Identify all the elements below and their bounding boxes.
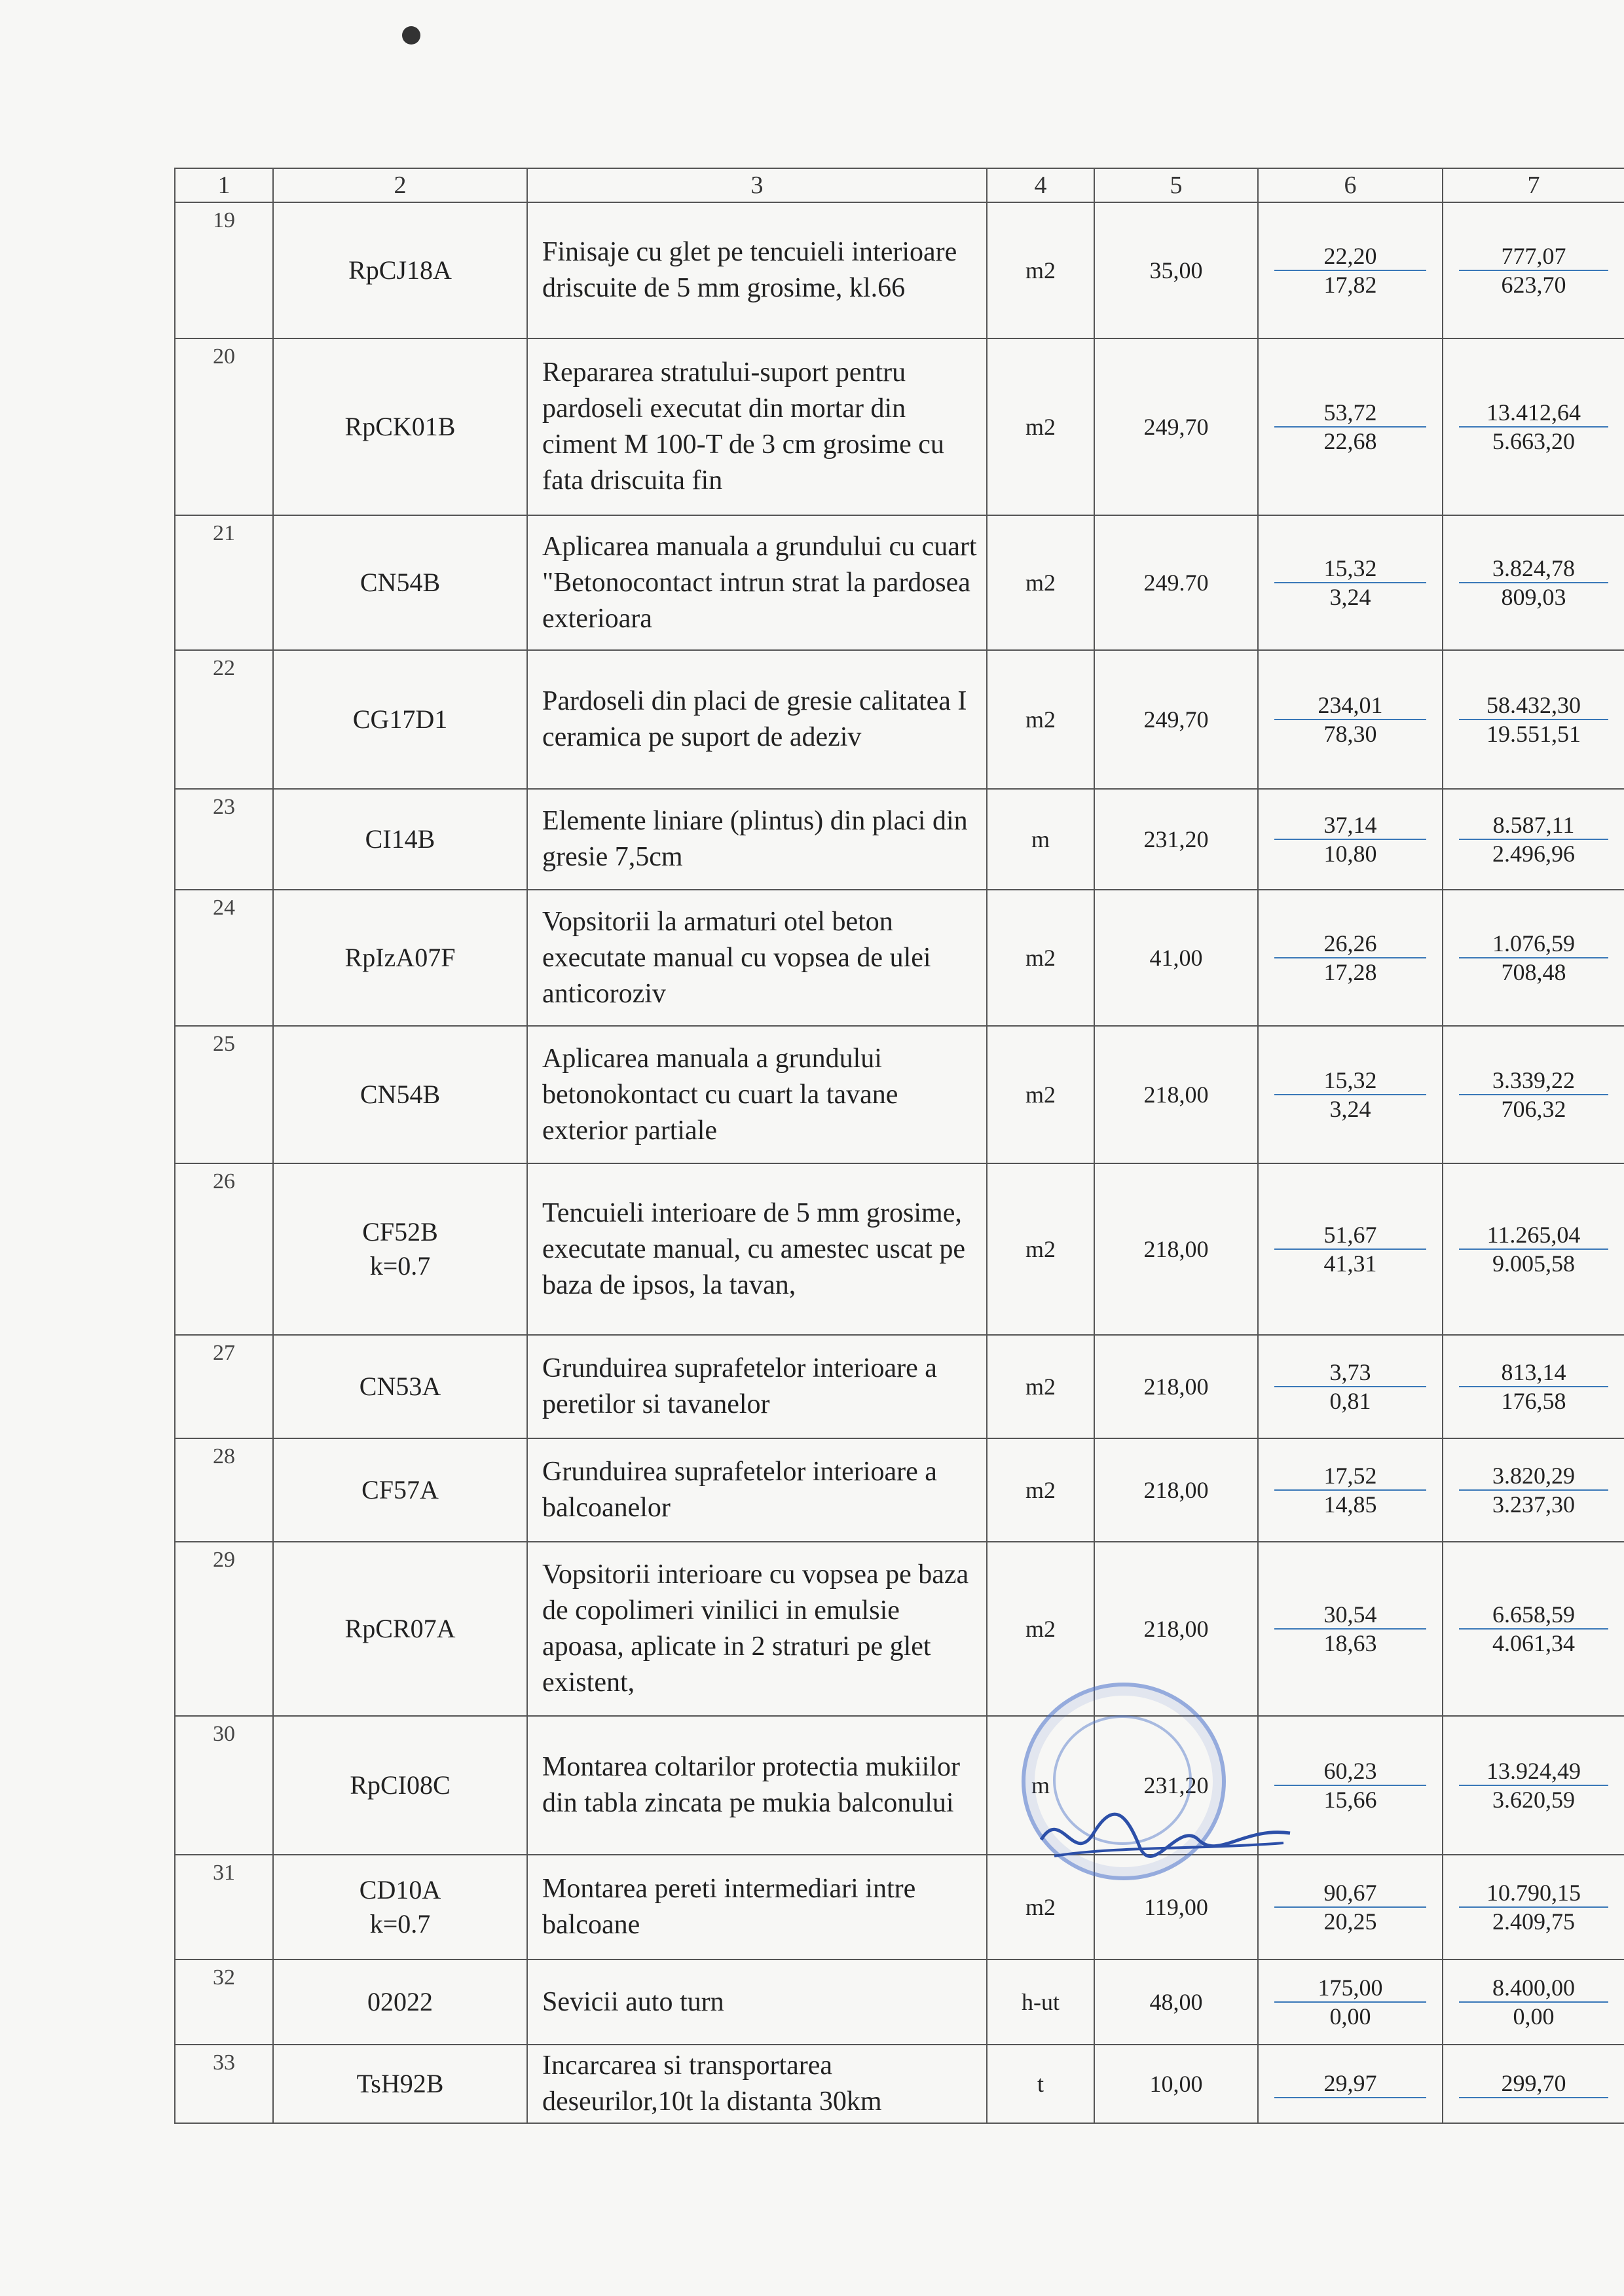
norm-code: CI14B bbox=[273, 789, 527, 890]
total-cost-cell bbox=[1443, 1959, 1624, 2045]
norm-code: 02022 bbox=[273, 1959, 527, 2045]
unit-of-measure: m2 bbox=[987, 1026, 1094, 1163]
unit-of-measure: m2 bbox=[987, 1163, 1094, 1335]
total-labor-cost: 2.409,75 bbox=[1492, 1908, 1575, 1935]
total-cost-cell bbox=[1443, 2045, 1624, 2123]
table-row bbox=[175, 1438, 1624, 1542]
unit-price-labor: 3,24 bbox=[1329, 1096, 1371, 1122]
unit-price-total: 30,54 bbox=[1274, 1601, 1426, 1630]
quantity: 48,00 bbox=[1094, 1959, 1258, 2045]
header-col-3: 3 bbox=[527, 168, 987, 202]
norm-code: CN54B bbox=[273, 1026, 527, 1163]
binder-hole bbox=[402, 26, 420, 45]
total-labor-cost: 176,58 bbox=[1501, 1388, 1566, 1414]
unit-price-cell bbox=[1258, 1959, 1443, 2045]
unit-price-total: 234,01 bbox=[1274, 691, 1426, 720]
quantity: 249,70 bbox=[1094, 338, 1258, 515]
table-row bbox=[175, 789, 1624, 890]
unit-price-labor: 78,30 bbox=[1323, 721, 1377, 747]
unit-price-total: 17,52 bbox=[1274, 1462, 1426, 1491]
unit-price-total: 15,32 bbox=[1274, 555, 1426, 583]
norm-code: RpCK01B bbox=[273, 338, 527, 515]
header-col-6: 6 bbox=[1258, 168, 1443, 202]
unit-of-measure: m2 bbox=[987, 1438, 1094, 1542]
total-labor-cost: 5.663,20 bbox=[1492, 428, 1575, 454]
total-cost: 8.400,00 bbox=[1459, 1974, 1608, 2003]
total-cost: 8.587,11 bbox=[1459, 811, 1608, 840]
unit-price-cell bbox=[1258, 650, 1443, 789]
total-labor-cost: 2.496,96 bbox=[1492, 841, 1575, 867]
row-number: 28 bbox=[213, 1444, 235, 1468]
total-cost-cell bbox=[1443, 1163, 1624, 1335]
unit-of-measure: t bbox=[987, 2045, 1094, 2123]
total-cost-cell bbox=[1443, 515, 1624, 650]
unit-price-cell bbox=[1258, 1438, 1443, 1542]
total-cost-cell bbox=[1443, 338, 1624, 515]
norm-code: CF52B k=0.7 bbox=[273, 1163, 527, 1335]
quantity: 231,20 bbox=[1094, 1716, 1258, 1855]
unit-of-measure: m2 bbox=[987, 202, 1094, 338]
total-cost-cell bbox=[1443, 1542, 1624, 1716]
work-description: Aplicarea manuala a grundului betonokontact cu cuart la tavane exterior partiale bbox=[527, 1026, 987, 1163]
unit-price-cell bbox=[1258, 2045, 1443, 2123]
unit-price-total: 37,14 bbox=[1274, 811, 1426, 840]
total-cost: 13.924,49 bbox=[1459, 1757, 1608, 1786]
total-cost-cell bbox=[1443, 890, 1624, 1026]
total-labor-cost: 19.551,51 bbox=[1486, 721, 1581, 747]
unit-of-measure: m bbox=[987, 789, 1094, 890]
row-number: 24 bbox=[213, 896, 235, 920]
unit-of-measure: m2 bbox=[987, 338, 1094, 515]
quantity: 41,00 bbox=[1094, 890, 1258, 1026]
row-number-cell bbox=[175, 202, 273, 338]
total-cost: 6.658,59 bbox=[1459, 1601, 1608, 1630]
unit-price-total: 15,32 bbox=[1274, 1066, 1426, 1095]
work-description: Vopsitorii interioare cu vopsea pe baza de copolimeri vinilici in emulsie apoasa, aplicate in 2 straturi pe glet existent, bbox=[527, 1542, 987, 1716]
unit-price-cell bbox=[1258, 1026, 1443, 1163]
quantity: 10,00 bbox=[1094, 2045, 1258, 2123]
row-number: 29 bbox=[213, 1548, 235, 1572]
total-cost-cell bbox=[1443, 1716, 1624, 1855]
work-description: Vopsitorii la armaturi otel beton executate manual cu vopsea de ulei anticoroziv bbox=[527, 890, 987, 1026]
quantity: 249,70 bbox=[1094, 650, 1258, 789]
unit-price-cell bbox=[1258, 202, 1443, 338]
row-number: 33 bbox=[213, 2050, 235, 2075]
row-number: 30 bbox=[213, 1722, 235, 1746]
work-description: Repararea stratului-suport pentru pardoseli executat din mortar din ciment M 100-T de 3 cm grosime cu fata driscuita fin bbox=[527, 338, 987, 515]
table-row bbox=[175, 1716, 1624, 1855]
total-cost: 3.339,22 bbox=[1459, 1066, 1608, 1095]
row-number: 21 bbox=[213, 521, 235, 545]
total-cost-cell bbox=[1443, 1335, 1624, 1438]
total-cost-cell bbox=[1443, 1438, 1624, 1542]
quantity: 218,00 bbox=[1094, 1438, 1258, 1542]
row-number: 22 bbox=[213, 656, 235, 680]
row-number-cell bbox=[175, 1335, 273, 1438]
row-number: 20 bbox=[213, 344, 235, 369]
total-cost: 3.824,78 bbox=[1459, 555, 1608, 583]
quantity: 218,00 bbox=[1094, 1163, 1258, 1335]
unit-of-measure: m2 bbox=[987, 890, 1094, 1026]
unit-price-total: 53,72 bbox=[1274, 399, 1426, 428]
unit-price-labor: 22,68 bbox=[1323, 428, 1377, 454]
unit-price-cell bbox=[1258, 515, 1443, 650]
unit-price-cell bbox=[1258, 338, 1443, 515]
row-number-cell bbox=[175, 1026, 273, 1163]
header-col-2: 2 bbox=[273, 168, 527, 202]
row-number-cell bbox=[175, 890, 273, 1026]
unit-price-total: 3,73 bbox=[1274, 1358, 1426, 1387]
total-cost-cell bbox=[1443, 1855, 1624, 1959]
row-number-cell bbox=[175, 338, 273, 515]
unit-price-cell bbox=[1258, 1542, 1443, 1716]
table-row bbox=[175, 338, 1624, 515]
total-cost-cell bbox=[1443, 202, 1624, 338]
row-number: 32 bbox=[213, 1965, 235, 1990]
table-row bbox=[175, 1959, 1624, 2045]
unit-of-measure: m2 bbox=[987, 515, 1094, 650]
work-description: Elemente liniare (plintus) din placi din gresie 7,5cm bbox=[527, 789, 987, 890]
work-description: Grunduirea suprafetelor interioare a balcoanelor bbox=[527, 1438, 987, 1542]
norm-code: CN54B bbox=[273, 515, 527, 650]
total-labor-cost: 706,32 bbox=[1501, 1096, 1566, 1122]
unit-price-cell bbox=[1258, 789, 1443, 890]
table-row bbox=[175, 1026, 1624, 1163]
row-number: 26 bbox=[213, 1169, 235, 1194]
norm-code: CF57A bbox=[273, 1438, 527, 1542]
table-row bbox=[175, 890, 1624, 1026]
row-number: 31 bbox=[213, 1861, 235, 1885]
unit-price-total: 22,20 bbox=[1274, 242, 1426, 271]
unit-of-measure: m2 bbox=[987, 1855, 1094, 1959]
unit-price-labor: 10,80 bbox=[1323, 841, 1377, 867]
unit-price-total: 51,67 bbox=[1274, 1221, 1426, 1250]
total-cost-cell bbox=[1443, 789, 1624, 890]
norm-code: RpCR07A bbox=[273, 1542, 527, 1716]
total-cost: 58.432,30 bbox=[1459, 691, 1608, 720]
header-col-5: 5 bbox=[1094, 168, 1258, 202]
work-description: Grunduirea suprafetelor interioare a peretilor si tavanelor bbox=[527, 1335, 987, 1438]
total-cost: 299,70 bbox=[1459, 2069, 1608, 2098]
unit-price-labor: 17,82 bbox=[1323, 272, 1377, 298]
row-number-cell bbox=[175, 789, 273, 890]
total-cost: 10.790,15 bbox=[1459, 1879, 1608, 1908]
work-description: Aplicarea manuala a grundului cu cuart "Betonocontact intrun strat la pardosea exterioara bbox=[527, 515, 987, 650]
unit-price-total: 60,23 bbox=[1274, 1757, 1426, 1786]
total-cost: 13.412,64 bbox=[1459, 399, 1608, 428]
work-description: Pardoseli din placi de gresie calitatea I ceramica pe suport de adeziv bbox=[527, 650, 987, 789]
unit-price-labor: 15,66 bbox=[1323, 1787, 1377, 1813]
unit-of-measure: m2 bbox=[987, 650, 1094, 789]
norm-code: RpIzA07F bbox=[273, 890, 527, 1026]
total-labor-cost: 3.237,30 bbox=[1492, 1491, 1575, 1518]
unit-price-labor: 3,24 bbox=[1329, 584, 1371, 610]
header-col-7: 7 bbox=[1443, 168, 1624, 202]
unit-price-labor: 20,25 bbox=[1323, 1908, 1377, 1935]
row-number: 23 bbox=[213, 795, 235, 819]
total-labor-cost: 9.005,58 bbox=[1492, 1250, 1575, 1277]
norm-code: TsH92B bbox=[273, 2045, 527, 2123]
work-description: Montarea coltarilor protectia mukiilor din tabla zincata pe mukia balconului bbox=[527, 1716, 987, 1855]
row-number: 27 bbox=[213, 1341, 235, 1365]
row-number-cell bbox=[175, 650, 273, 789]
estimate-table bbox=[174, 168, 1624, 2124]
unit-price-cell bbox=[1258, 1163, 1443, 1335]
table-row bbox=[175, 1542, 1624, 1716]
total-cost-cell bbox=[1443, 1026, 1624, 1163]
total-labor-cost: 3.620,59 bbox=[1492, 1787, 1575, 1813]
norm-code: RpCI08C bbox=[273, 1716, 527, 1855]
unit-price-labor: 0,00 bbox=[1329, 2003, 1371, 2030]
quantity: 35,00 bbox=[1094, 202, 1258, 338]
row-number-cell bbox=[175, 2045, 273, 2123]
table-row bbox=[175, 1335, 1624, 1438]
work-description: Tencuieli interioare de 5 mm grosime, executate manual, cu amestec uscat pe baza de ipsos, la tavan, bbox=[527, 1163, 987, 1335]
unit-price-labor: 14,85 bbox=[1323, 1491, 1377, 1518]
work-description: Incarcarea si transportarea deseurilor,10t la distanta 30km bbox=[527, 2045, 987, 2123]
header-col-1: 1 bbox=[175, 168, 273, 202]
unit-of-measure: m bbox=[987, 1716, 1094, 1855]
table-row bbox=[175, 2045, 1624, 2123]
unit-price-total: 29,97 bbox=[1274, 2069, 1426, 2098]
total-labor-cost: 623,70 bbox=[1501, 272, 1566, 298]
work-description: Sevicii auto turn bbox=[527, 1959, 987, 2045]
header-row bbox=[175, 168, 1624, 202]
quantity: 231,20 bbox=[1094, 789, 1258, 890]
table-row bbox=[175, 650, 1624, 789]
quantity: 218,00 bbox=[1094, 1026, 1258, 1163]
row-number: 25 bbox=[213, 1032, 235, 1056]
row-number-cell bbox=[175, 515, 273, 650]
unit-price-labor: 0,81 bbox=[1329, 1388, 1371, 1414]
header-col-4: 4 bbox=[987, 168, 1094, 202]
total-cost: 1.076,59 bbox=[1459, 930, 1608, 958]
work-description: Finisaje cu glet pe tencuieli interioare driscuite de 5 mm grosime, kl.66 bbox=[527, 202, 987, 338]
row-number-cell bbox=[175, 1855, 273, 1959]
row-number-cell bbox=[175, 1542, 273, 1716]
unit-price-cell bbox=[1258, 890, 1443, 1026]
unit-of-measure: m2 bbox=[987, 1542, 1094, 1716]
row-number-cell bbox=[175, 1438, 273, 1542]
total-labor-cost: 708,48 bbox=[1501, 959, 1566, 985]
unit-price-cell bbox=[1258, 1335, 1443, 1438]
work-description: Montarea pereti intermediari intre balcoane bbox=[527, 1855, 987, 1959]
table-row bbox=[175, 1855, 1624, 1959]
table-row bbox=[175, 515, 1624, 650]
quantity: 218,00 bbox=[1094, 1542, 1258, 1716]
total-cost: 3.820,29 bbox=[1459, 1462, 1608, 1491]
unit-of-measure: m2 bbox=[987, 1335, 1094, 1438]
table-row bbox=[175, 1163, 1624, 1335]
row-number-cell bbox=[175, 1716, 273, 1855]
unit-price-total: 26,26 bbox=[1274, 930, 1426, 958]
total-cost: 813,14 bbox=[1459, 1358, 1608, 1387]
row-number: 19 bbox=[213, 208, 235, 232]
quantity: 218,00 bbox=[1094, 1335, 1258, 1438]
row-number-cell bbox=[175, 1959, 273, 2045]
unit-price-labor: 17,28 bbox=[1323, 959, 1377, 985]
unit-price-total: 175,00 bbox=[1274, 1974, 1426, 2003]
row-number-cell bbox=[175, 1163, 273, 1335]
quantity: 249.70 bbox=[1094, 515, 1258, 650]
total-cost: 11.265,04 bbox=[1459, 1221, 1608, 1250]
signature-mark bbox=[1035, 1794, 1297, 1872]
norm-code: CN53A bbox=[273, 1335, 527, 1438]
unit-of-measure: h-ut bbox=[987, 1959, 1094, 2045]
table-row bbox=[175, 202, 1624, 338]
total-labor-cost: 4.061,34 bbox=[1492, 1630, 1575, 1656]
quantity: 119,00 bbox=[1094, 1855, 1258, 1959]
total-labor-cost: 0,00 bbox=[1513, 2003, 1555, 2030]
unit-price-labor: 41,31 bbox=[1323, 1250, 1377, 1277]
norm-code: RpCJ18A bbox=[273, 202, 527, 338]
norm-code: CD10A k=0.7 bbox=[273, 1855, 527, 1959]
total-labor-cost: 809,03 bbox=[1501, 584, 1566, 610]
unit-price-labor: 18,63 bbox=[1323, 1630, 1377, 1656]
table-body bbox=[175, 202, 1624, 2123]
total-cost: 777,07 bbox=[1459, 242, 1608, 271]
norm-code: CG17D1 bbox=[273, 650, 527, 789]
total-cost-cell bbox=[1443, 650, 1624, 789]
unit-price-total: 90,67 bbox=[1274, 1879, 1426, 1908]
